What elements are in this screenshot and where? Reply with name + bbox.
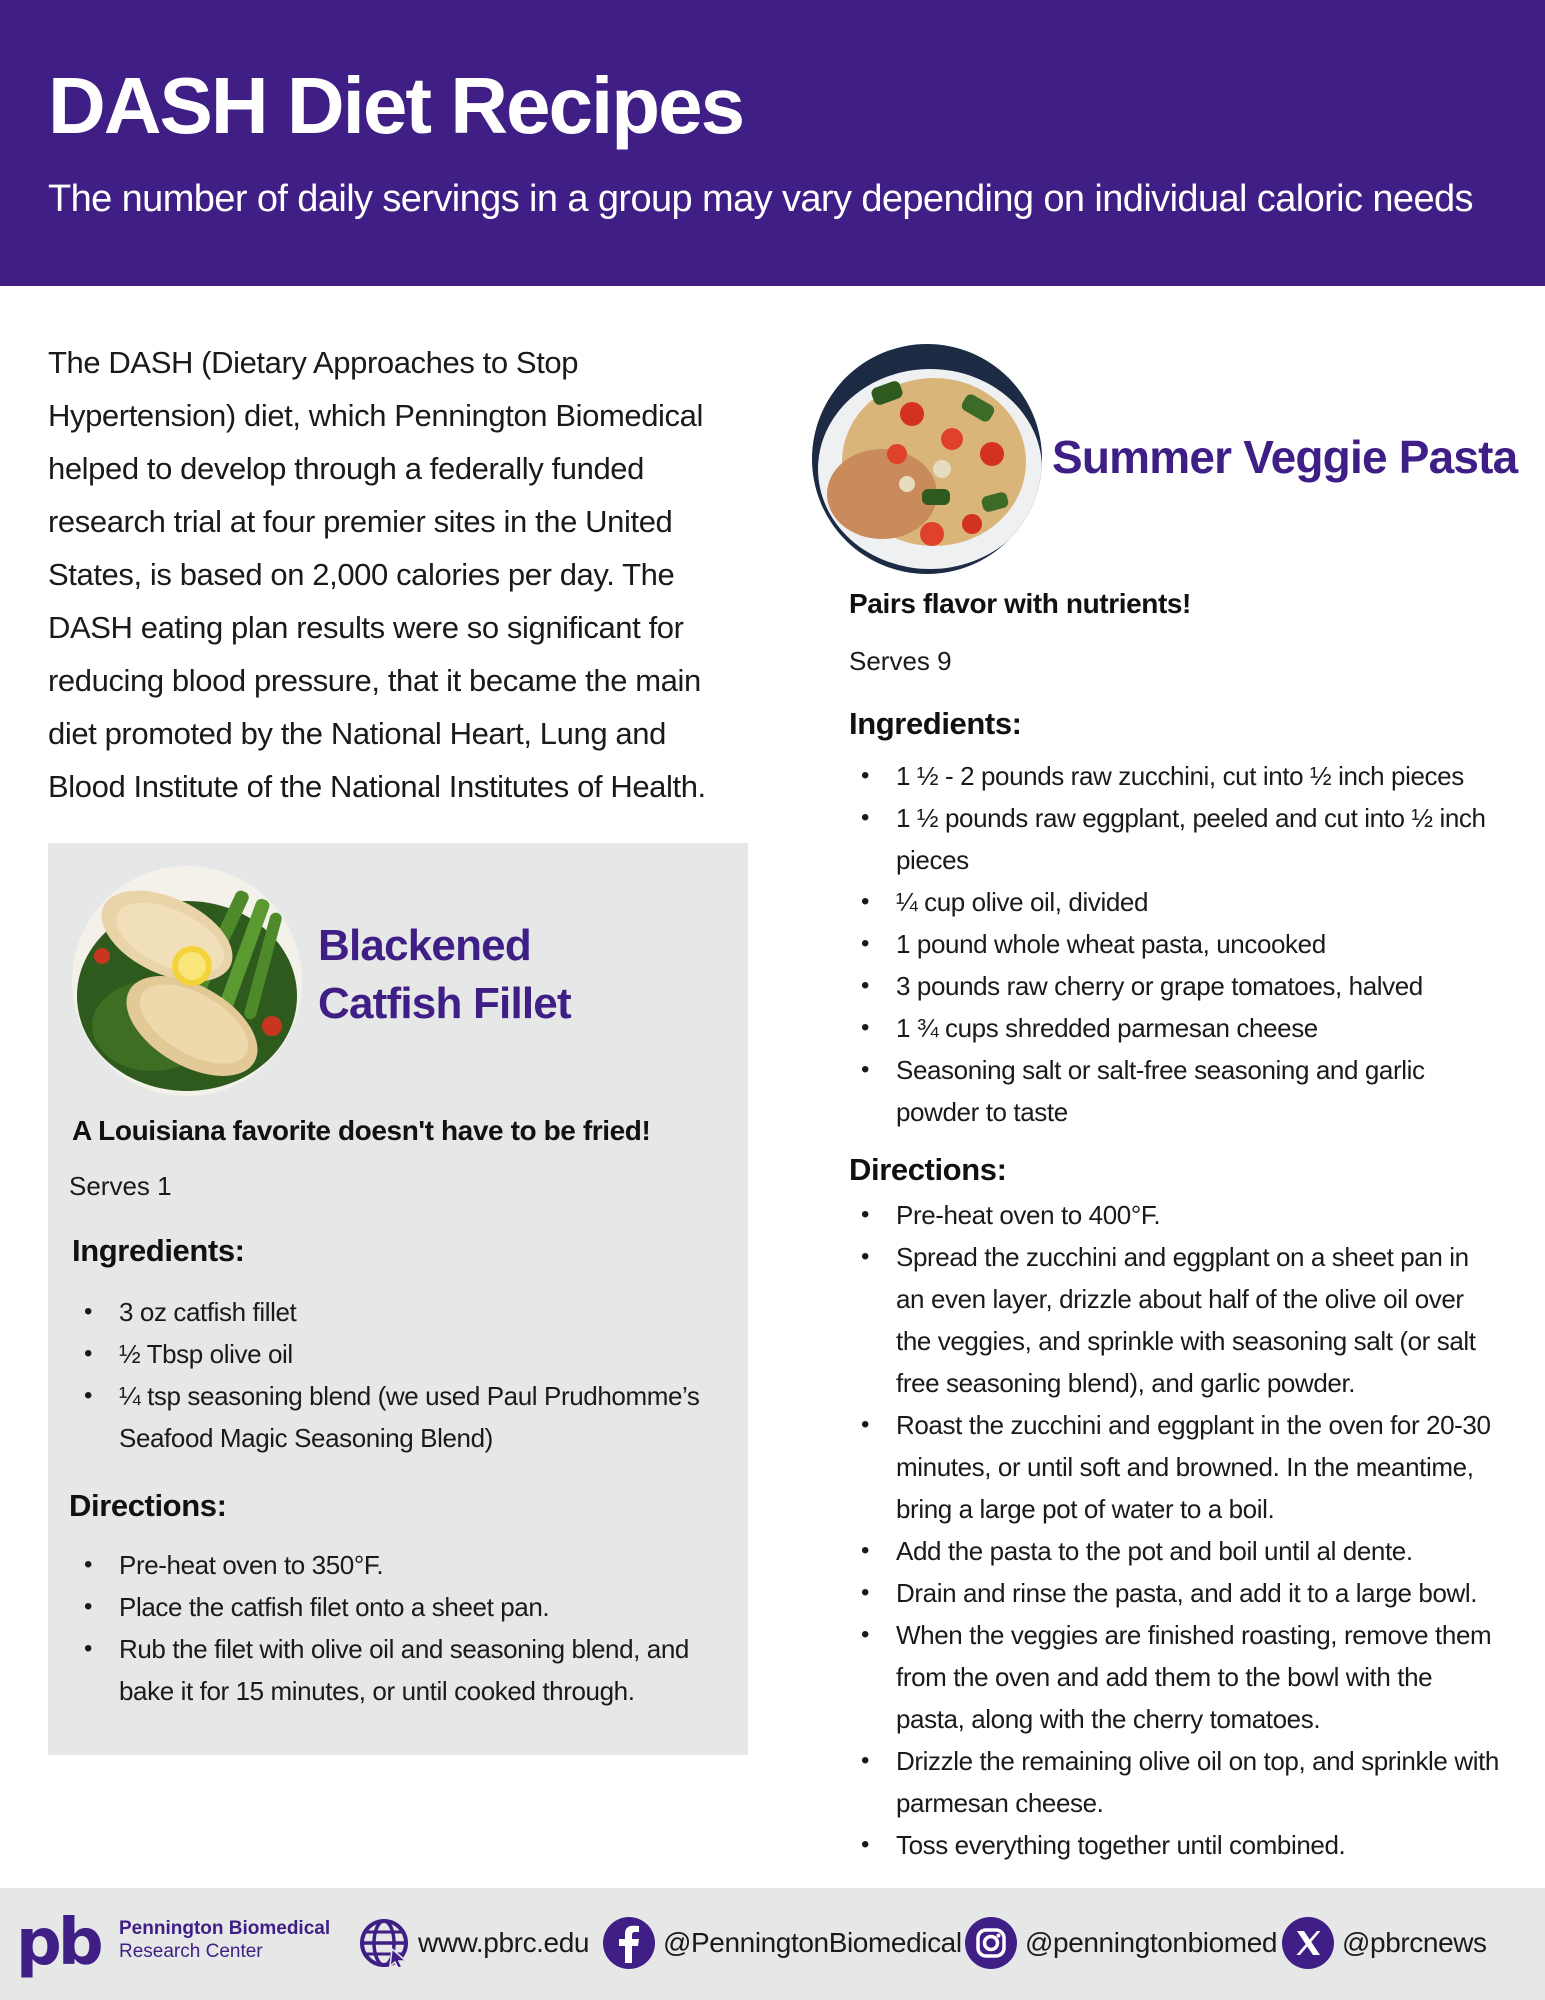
pasta-ingredients-list xyxy=(849,755,1499,1133)
pennington-logo-mark: pb xyxy=(16,1906,100,1980)
x-icon xyxy=(1282,1917,1334,1969)
instagram-handle: @penningtonbiomed xyxy=(1025,1927,1278,1958)
catfish-tagline: A Louisiana favorite doesn't have to be fried! xyxy=(72,1115,651,1146)
facebook-icon xyxy=(603,1917,655,1969)
catfish-directions-list xyxy=(72,1544,712,1712)
ingredient-item: • 3 pounds raw cherry or grape tomatoes, halved xyxy=(849,965,1499,1007)
catfish-recipe-card xyxy=(48,843,748,1755)
direction-step: • Spread the zucchini and eggplant on a sheet pan in an even layer, drizzle about half of the olive oil over the veggies, and sprinkle with seasoning salt (or salt free seasoning blend), and garlic powder. xyxy=(849,1236,1499,1404)
pasta-title: Summer Veggie Pasta xyxy=(1052,431,1518,483)
catfish-directions-heading: Directions: xyxy=(69,1488,227,1523)
direction-step: • Rub the filet with olive oil and seasoning blend, and bake it for 15 minutes, or until cooked through. xyxy=(72,1628,712,1712)
logo-name: Pennington Biomedical xyxy=(119,1918,331,1939)
direction-step: • Toss everything together until combined. xyxy=(849,1824,1499,1866)
footer xyxy=(0,1888,1545,2000)
logo-subtitle: Research Center xyxy=(119,1941,263,1962)
header-banner xyxy=(0,0,1545,286)
direction-step: • Pre-heat oven to 400°F. xyxy=(849,1194,1499,1236)
website-link[interactable] xyxy=(358,1915,589,1971)
direction-step: • Add the pasta to the pot and boil until al dente. xyxy=(849,1530,1499,1572)
instagram-icon xyxy=(965,1917,1017,1969)
catfish-serves: Serves 1 xyxy=(69,1171,172,1201)
ingredient-item: • ¼ cup olive oil, divided xyxy=(849,881,1499,923)
direction-step: • Drizzle the remaining olive oil on top, and sprinkle with parmesan cheese. xyxy=(849,1740,1499,1824)
globe-icon xyxy=(358,1917,410,1969)
ingredient-item: • ¼ tsp seasoning blend (we used Paul Prudhomme’s Seafood Magic Seasoning Blend) xyxy=(72,1375,712,1459)
catfish-title-line1: Blackened xyxy=(318,921,531,970)
website-text: www.pbrc.edu xyxy=(418,1927,590,1958)
x-link[interactable] xyxy=(1282,1915,1487,1971)
catfish-title xyxy=(318,917,571,1033)
direction-step: • When the veggies are finished roasting, remove them from the oven and add them to the bowl with the pasta, along with the cherry tomatoes. xyxy=(849,1614,1499,1740)
ingredient-item: • 1 ½ pounds raw eggplant, peeled and cut into ½ inch pieces xyxy=(849,797,1499,881)
pasta-directions-heading: Directions: xyxy=(849,1152,1007,1187)
facebook-handle: @PenningtonBiomedical xyxy=(663,1927,962,1958)
pasta-photo xyxy=(812,344,1042,574)
direction-step: • Roast the zucchini and eggplant in the oven for 20-30 minutes, or until soft and browned. In the meantime, bring a large pot of water to a boil. xyxy=(849,1404,1499,1530)
facebook-link[interactable] xyxy=(603,1915,962,1971)
ingredient-item: • 1 ½ - 2 pounds raw zucchini, cut into ½ inch pieces xyxy=(849,755,1499,797)
catfish-ingredients-list xyxy=(72,1291,712,1459)
ingredient-item: • 3 oz catfish fillet xyxy=(72,1291,712,1333)
catfish-photo xyxy=(72,866,302,1096)
pasta-directions-list xyxy=(849,1194,1499,1866)
pasta-ingredients-heading: Ingredients: xyxy=(849,706,1022,741)
direction-step: • Place the catfish filet onto a sheet pan. xyxy=(72,1586,712,1628)
direction-step: • Pre-heat oven to 350°F. xyxy=(72,1544,712,1586)
catfish-title-line2: Catfish Fillet xyxy=(318,979,571,1028)
ingredient-item: • Seasoning salt or salt-free seasoning and garlic powder to taste xyxy=(849,1049,1499,1133)
catfish-ingredients-heading: Ingredients: xyxy=(72,1233,245,1268)
x-handle: @pbrcnews xyxy=(1342,1927,1487,1958)
ingredient-item: • 1 ¾ cups shredded parmesan cheese xyxy=(849,1007,1499,1049)
pasta-tagline: Pairs flavor with nutrients! xyxy=(849,588,1191,619)
page-subtitle: The number of daily servings in a group may vary depending on individual caloric needs xyxy=(48,178,1473,220)
ingredient-item: • 1 pound whole wheat pasta, uncooked xyxy=(849,923,1499,965)
pasta-serves: Serves 9 xyxy=(849,646,952,676)
instagram-link[interactable] xyxy=(965,1915,1277,1971)
direction-step: • Drain and rinse the pasta, and add it to a large bowl. xyxy=(849,1572,1499,1614)
intro-paragraph: The DASH (Dietary Approaches to Stop Hypertension) diet, which Pennington Biomedical helped to develop through a federally funded research trial at four premier sites in the United States, is based on 2,000 calories per day. The DASH eating plan results were so significant for reducing blood pressure, that it became the main diet promoted by the National Heart, Lung and Blood Institute of the National Institutes of Health. xyxy=(48,345,706,804)
ingredient-item: • ½ Tbsp olive oil xyxy=(72,1333,712,1375)
page-title: DASH Diet Recipes xyxy=(48,61,744,150)
